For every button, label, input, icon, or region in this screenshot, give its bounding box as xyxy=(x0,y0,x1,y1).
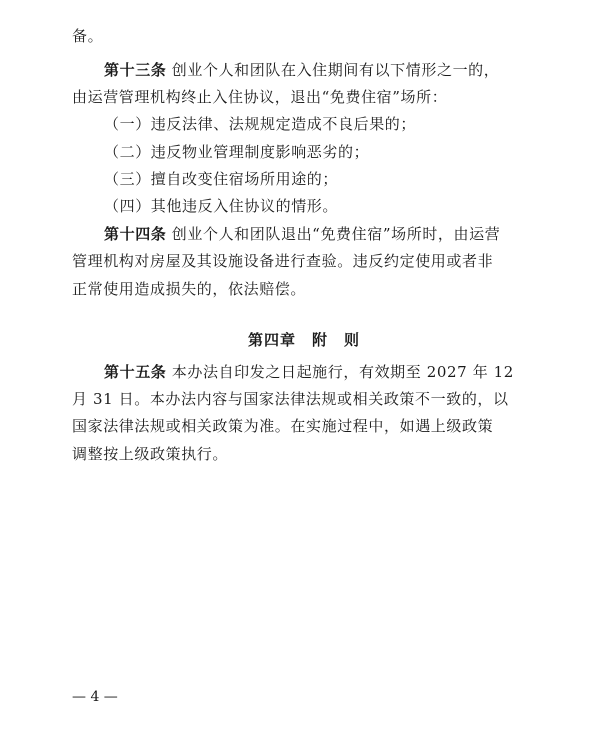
article-14-line-1 xyxy=(104,224,564,244)
page-number: — 4 — xyxy=(72,689,118,705)
article-15-title: 第十五条 xyxy=(104,363,167,381)
article-13-line-2: 由运营管理机构终止入住协议，退出“免费住宿”场所： xyxy=(72,88,448,106)
article-15-line-2: 月 31 日。本办法内容与国家法律法规或相关政策不一致的，以 xyxy=(72,390,509,408)
article-15-line-4: 调整按上级政策执行。 xyxy=(72,445,229,463)
article-14-text-1: 创业个人和团队退出“免费住宿”场所时，由运营 xyxy=(171,225,501,243)
article-13-item-2: （二）违反物业管理制度影响恶劣的； xyxy=(104,143,370,161)
article-13-line-1 xyxy=(104,60,564,80)
article-15-line-1 xyxy=(104,362,564,382)
article-13-item-3: （三）擅自改变住宿场所用途的； xyxy=(104,170,339,188)
article-15-line-3: 国家法律法规或相关政策为准。在实施过程中，如遇上级政策 xyxy=(72,417,494,435)
article-14-title: 第十四条 xyxy=(104,225,167,243)
article-13-item-4: （四）其他违反入住协议的情形。 xyxy=(104,197,339,215)
article-13-item-1: （一）违反法律、法规规定造成不良后果的； xyxy=(104,115,417,133)
article-13-text-1: 创业个人和团队在入住期间有以下情形之一的， xyxy=(171,61,500,79)
article-14-line-2: 管理机构对房屋及其设施设备进行查验。违反约定使用或者非 xyxy=(72,252,494,270)
article-13-title: 第十三条 xyxy=(104,61,167,79)
paragraph-continuation: 备。 xyxy=(72,27,104,45)
chapter-4-heading: 第四章 附 则 xyxy=(247,331,360,349)
article-14-line-3: 正常使用造成损失的，依法赔偿。 xyxy=(72,280,307,298)
article-15-text-1: 本办法自印发之日起施行，有效期至 2027 年 12 xyxy=(171,363,514,381)
